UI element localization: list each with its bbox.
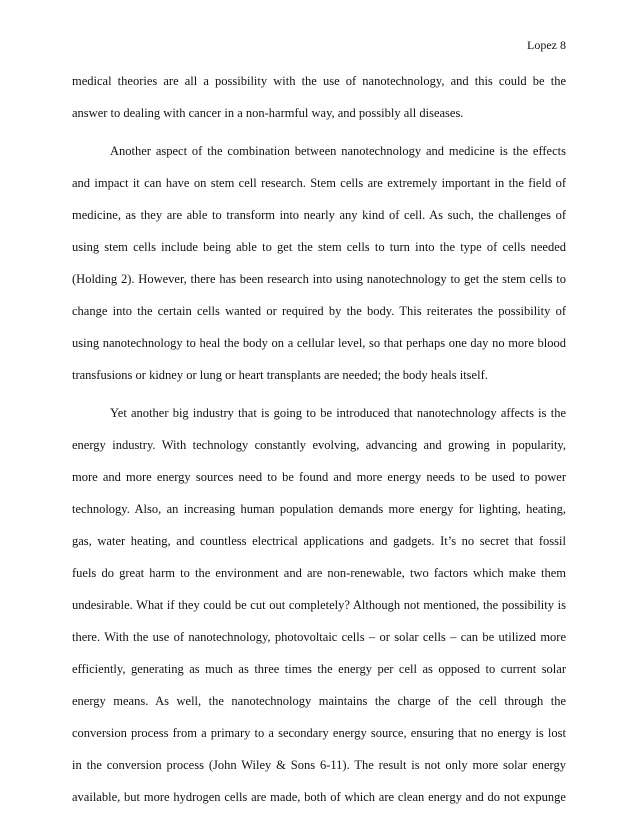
text-line: fuels do great harm to the environment and are non-renewable, two factors which make them [72,566,566,580]
text-line: Yet another big industry that is going to be introduced that nanotechnology affects is the [110,406,566,420]
running-head: Lopez 8 [527,38,566,52]
text-line: in the conversion process (John Wiley & Sons 6-11). The result is not only more solar energy [72,758,566,772]
text-line: efficiently, generating as much as three times the energy per cell as opposed to current solar [72,662,566,676]
text-line: using stem cells include being able to get the stem cells to turn into the type of cells needed [72,240,566,254]
text-line: gas, water heating, and countless electrical applications and gadgets. It’s no secret that fossil [72,534,566,548]
text-line: medical theories are all a possibility with the use of nanotechnology, and this could be the [72,74,566,88]
paragraph-3 [72,397,566,813]
text-line: conversion process from a primary to a secondary energy source, ensuring that no energy is lost [72,726,566,740]
paragraph-1 [72,65,566,129]
text-line: using nanotechnology to heal the body on a cellular level, so that perhaps one day no more blood [72,336,566,350]
text-line: technology. Also, an increasing human population demands more energy for lighting, heating, [72,502,566,516]
text-line: more and more energy sources need to be found and more energy needs to be used to power [72,470,566,484]
text-line: change into the certain cells wanted or required by the body. This reiterates the possibility of [72,304,566,318]
text-line: undesirable. What if they could be cut out completely? Although not mentioned, the possibility is [72,598,566,612]
body-text [72,65,566,813]
text-line: Another aspect of the combination between nanotechnology and medicine is the effects [110,144,566,158]
text-line: available, but more hydrogen cells are made, both of which are clean energy and do not expunge [72,790,566,804]
text-line: (Holding 2). However, there has been research into using nanotechnology to get the stem cells to [72,272,566,286]
text-line: transfusions or kidney or lung or heart transplants are needed; the body heals itself. [72,368,488,382]
text-line: and impact it can have on stem cell research. Stem cells are extremely important in the field of [72,176,566,190]
text-line: energy industry. With technology constantly evolving, advancing and growing in popularity, [72,438,566,452]
text-line: medicine, as they are able to transform into nearly any kind of cell. As such, the challenges of [72,208,566,222]
paragraph-2 [72,135,566,391]
text-line: there. With the use of nanotechnology, photovoltaic cells – or solar cells – can be utilized more [72,630,566,644]
text-line: energy means. As well, the nanotechnology maintains the charge of the cell through the [72,694,566,708]
text-line: answer to dealing with cancer in a non-harmful way, and possibly all diseases. [72,106,464,120]
